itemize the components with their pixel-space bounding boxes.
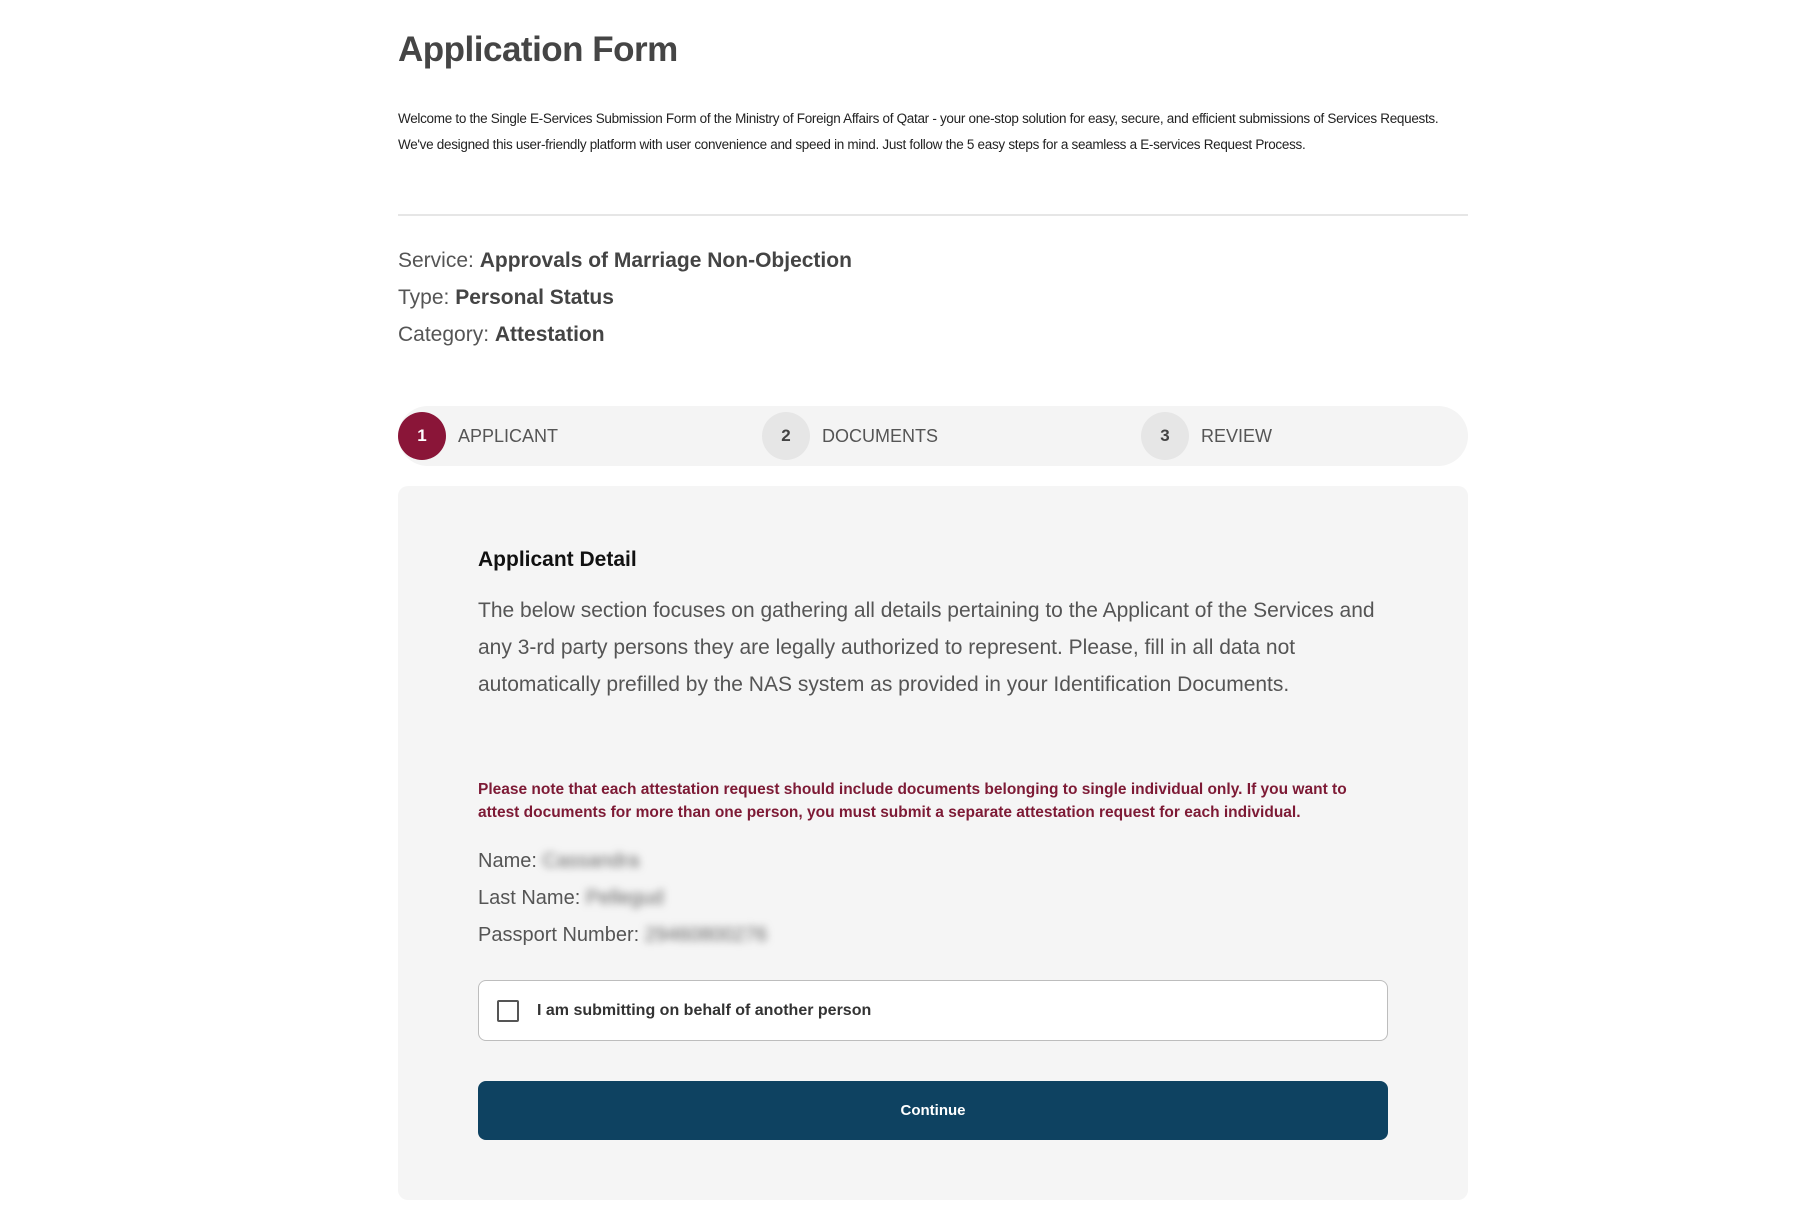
- applicant-panel: [398, 486, 1468, 1200]
- on-behalf-checkbox-row[interactable]: [478, 980, 1388, 1041]
- field-value: Cassandra: [542, 850, 640, 872]
- step-number: 3: [1141, 412, 1189, 460]
- checkbox[interactable]: [497, 1000, 519, 1022]
- section-heading: Applicant Detail: [478, 548, 637, 571]
- field-label: Name:: [478, 850, 537, 872]
- category-label: Category:: [398, 323, 490, 346]
- type-line: [398, 286, 614, 310]
- step-label: DOCUMENTS: [822, 425, 938, 446]
- divider: [398, 214, 1468, 216]
- service-line: [398, 249, 852, 273]
- last-name-field: [478, 887, 1388, 910]
- service-value: Approvals of Marriage Non-Objection: [479, 249, 852, 272]
- step-label: REVIEW: [1201, 425, 1273, 446]
- step-number: 1: [398, 412, 446, 460]
- stepper: [398, 406, 1468, 466]
- field-value: Pellegud: [585, 887, 664, 909]
- field-label: Passport Number:: [478, 924, 640, 946]
- step-label: APPLICANT: [458, 425, 559, 446]
- field-value: 29460800276: [644, 924, 768, 946]
- name-field: [478, 850, 1388, 873]
- step-documents[interactable]: [762, 412, 938, 460]
- type-label: Type:: [398, 286, 450, 309]
- step-applicant[interactable]: [398, 412, 558, 460]
- passport-number-field: [478, 924, 1388, 947]
- continue-button[interactable]: Continue: [478, 1081, 1388, 1140]
- service-label: Service:: [398, 249, 474, 272]
- type-value: Personal Status: [455, 286, 614, 309]
- page-title: Application Form: [398, 30, 678, 69]
- category-line: [398, 323, 605, 347]
- category-value: Attestation: [494, 323, 605, 346]
- checkbox-label[interactable]: I am submitting on behalf of another person: [537, 1001, 872, 1019]
- step-review[interactable]: [1141, 412, 1272, 460]
- attestation-note: Please note that each attestation request should include documents belonging to single individual only. If you want to attest documents for more than one person, you must submit a separate attestation request for each individual.: [478, 781, 1347, 821]
- section-description: The below section focuses on gathering all details pertaining to the Applicant of the Services and any 3-rd party persons they are legally authorized to represent. Please, fill in all data not automatically prefilled by the NAS system as provided in your Identification Documents.: [478, 599, 1375, 696]
- intro-text: Welcome to the Single E-Services Submission Form of the Ministry of Foreign Affairs of Qatar - your one-stop solution for easy, secure, and efficient submissions of Services Requests. We've designed this user-friendly platform with user convenience and speed in mind. Just follow the 5 easy steps for a seamless a E-services Request Process.: [398, 111, 1439, 152]
- step-number: 2: [762, 412, 810, 460]
- field-label: Last Name:: [478, 887, 581, 909]
